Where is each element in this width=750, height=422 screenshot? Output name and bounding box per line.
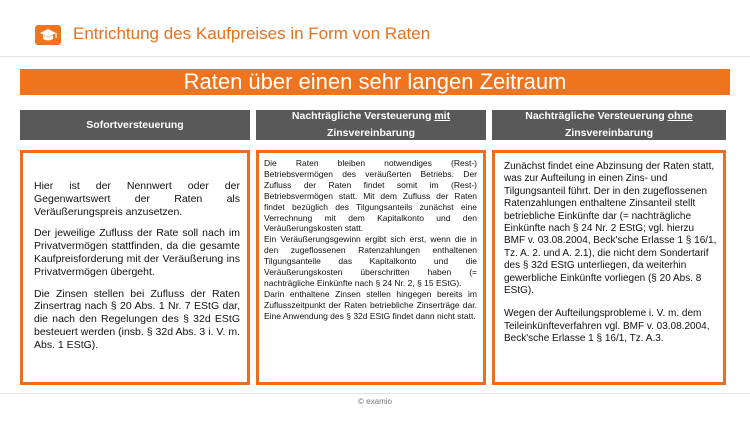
column-heading-emphasis: mit [434,110,451,122]
column-heading-label: Nachträgliche Versteuerung [291,110,435,122]
column-heading-label-line2: Zinsvereinbarung [326,127,416,139]
column-heading-sofortversteuerung [20,110,250,140]
column-heading-mit-zinsvereinbarung [256,110,486,140]
content-box-sofortversteuerung [20,150,250,385]
paragraph: Darin enthaltene Zinsen stellen hingegen bereits im Zuflusszeitpunkt der Raten betriebliche Zinserträge dar. Eine Anwendung des § 32d EStG findet dann nicht statt. [264,288,477,321]
content-box-ohne-zinsvereinbarung [492,150,726,385]
paragraph: Die Zinsen stellen bei Zufluss der Raten Zinsertrag nach § 20 Abs. 1 Nr. 7 EStG dar, die nach den Regelungen des § 32d EStG besteuert werden (insb. § 32d Abs. 3 i. V. m. Abs. 1 EStG). [34,287,240,351]
footer-copyright: © examio [358,397,392,406]
column-heading-label: Nachträgliche Versteuerung [525,110,668,122]
page-title: Entrichtung des Kaufpreises in Form von Raten [73,24,431,43]
content-box-mit-zinsvereinbarung [256,150,486,385]
paragraph: Zunächst findet eine Abzinsung der Raten statt, was zur Aufteilung in einen Zins- und Tilgungsanteil führt. Der in den zugeflossenen Ratenzahlungen enthaltene Zinsanteil stellt betriebliche Einkünfte dar (= nachträgliche Einkünfte nach § 24 Nr. 2 EStG; vgl. hierzu BMF v. 03.08.2004, Beck'sche Erlasse 1 § 16/1, Tz. A. 2. und A. 2.1), die nicht dem Sondertarif des § 32d EStG unterliegen, da weiterhin gewerbliche Einkünfte vorliegen (§ 20 Abs. 8 EStG). [504,161,717,297]
footer-divider [0,393,750,394]
paragraph: Ein Veräußerungsgewinn ergibt sich erst, wenn die in den zugeflossenen Ratenzahlungen enthaltenen Tilgungsanteile das Kapitalkonto und die Veräußerungskosten überschritten haben (= nachträgliche Einkünfte nach § 24 Nr. 2, § 15 EStG). [264,234,477,288]
section-banner: Raten über einen sehr langen Zeitraum [20,69,730,95]
examio-logo-icon [34,23,62,47]
column-heading-emphasis: ohne [667,110,693,122]
column-heading-ohne-zinsvereinbarung [492,110,726,140]
header-divider [0,56,750,57]
column-heading-label: Sofortversteuerung [86,118,184,131]
paragraph: Wegen der Aufteilungsprobleme i. V. m. dem Teileinkünfteverfahren vgl. BMF v. 03.08.2004, Beck'sche Erlasse 1 § 16/1, Tz. A.3. [504,308,710,345]
paragraph: Die Raten bleiben notwendiges (Rest-) Betriebsvermögen des veräußerten Betriebs. Der Zufluss der Raten findet somit im (Rest-) Betriebsvermögen statt. Mit dem Zufluss der Raten findet bezüglich des Tilgungsanteils zunächst eine Verrechnung mit dem Kapitalkonto und den Veräußerungskosten statt. [264,158,477,234]
column-heading-label-line2: Zinsvereinbarung [564,127,654,139]
paragraph: Hier ist der Nennwert oder der Gegenwartswert der Raten als Veräußerungspreis anzusetzen. [34,180,240,218]
paragraph: Der jeweilige Zufluss der Rate soll nach im Privatvermögen stattfinden, da die gesamte Kaufpreisforderung mit der Veräußerung ins Privatvermögen übergeht. [34,227,240,278]
